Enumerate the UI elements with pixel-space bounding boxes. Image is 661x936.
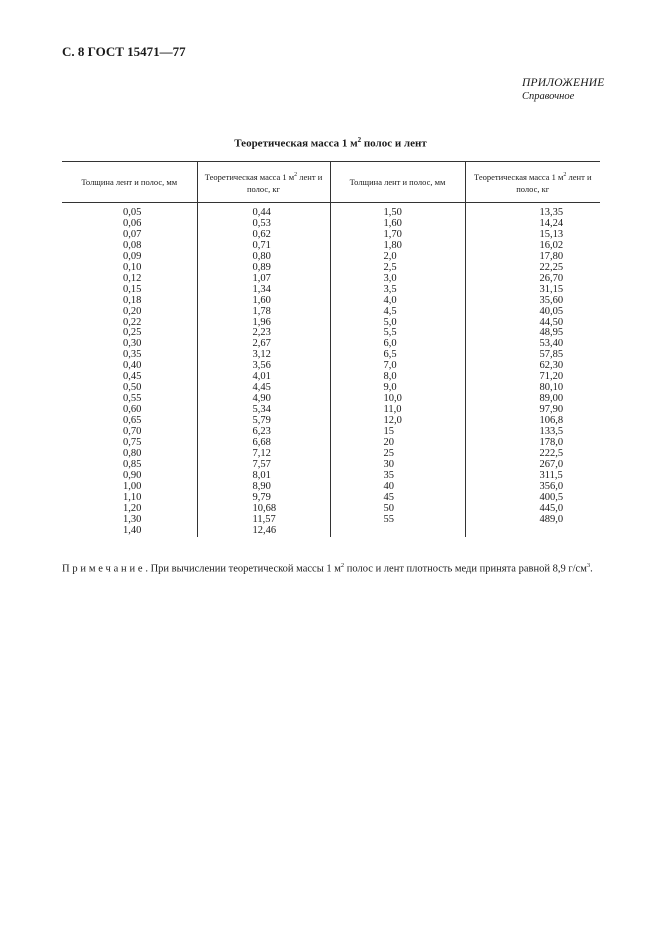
table-cell: 40,05	[539, 305, 564, 317]
table-cell: 6,23	[252, 426, 271, 438]
table-cell: 50	[383, 502, 394, 514]
table-cell: 178,0	[539, 437, 564, 449]
table-cell: 7,12	[252, 447, 271, 459]
table-title-sup: 2	[357, 136, 362, 144]
table-cell: 12,0	[383, 415, 402, 427]
col-right-mass	[465, 203, 600, 537]
table-cell: 1,96	[252, 316, 271, 328]
table-cell: 25	[383, 447, 394, 459]
table-cell: 89,00	[539, 393, 564, 405]
table-cell: 1,50	[383, 207, 402, 218]
note-sup-1: 2	[340, 562, 345, 569]
table-cell: 1,00	[123, 480, 142, 492]
table-cell: 44,50	[539, 316, 564, 328]
table-cell: 10,68	[252, 502, 277, 514]
table-cell: 45	[383, 491, 394, 503]
appendix-title: ПРИЛОЖЕНИЕ	[522, 77, 605, 89]
table-cell: 0,71	[252, 239, 271, 251]
table-cell: 4,90	[252, 393, 271, 405]
table-cell: 0,80	[123, 447, 142, 459]
header-mass-right	[465, 162, 600, 203]
table-cell: 489,0	[539, 513, 564, 525]
table-cell: 1,80	[383, 239, 402, 251]
table-cell: 1,60	[383, 217, 402, 229]
table-cell: 62,30	[539, 360, 564, 372]
table-cell: 0,08	[123, 239, 142, 251]
header-mass-right-text: Теоретическая масса 1 м	[474, 171, 564, 182]
table-cell: 0,60	[123, 404, 142, 416]
table-cell: 97,90	[539, 404, 564, 416]
table-cell: 7,0	[383, 360, 397, 372]
table-cell: 55	[383, 513, 394, 525]
table-cell: 6,0	[383, 338, 397, 350]
header-thickness-right: Толщина лент и полос, мм	[330, 162, 465, 203]
table-cell: 1,78	[252, 305, 271, 317]
table-cell: 445,0	[539, 502, 564, 514]
table-cell: 0,45	[123, 371, 142, 383]
table-cell: 0,65	[123, 415, 142, 427]
table-cell: 0,22	[123, 316, 142, 328]
table-cell: 30	[383, 458, 394, 470]
table-cell: 9,79	[252, 491, 271, 503]
table-cell: 6,5	[383, 349, 397, 361]
header-mass-left-text: Теоретическая масса 1 м	[204, 171, 295, 182]
table-cell: 0,10	[123, 261, 142, 273]
table-cell: 17,80	[539, 250, 564, 262]
table-cell: 267,0	[539, 458, 564, 470]
table-cell: 11,57	[252, 513, 276, 525]
header-mass-right-sup: 2	[563, 172, 567, 179]
table-cell: 0,40	[123, 360, 142, 372]
table-cell: 14,24	[539, 217, 564, 229]
table-cell: 0,53	[252, 217, 271, 229]
note-text-2: полос и лент плотность меди принята равной 8,9 г/см	[344, 563, 587, 575]
header-mass-left-tail: лент и полос, кг	[246, 171, 323, 194]
table-cell: 10,0	[383, 393, 402, 405]
table-cell: 12,46	[252, 524, 277, 536]
table-cell: 9,0	[383, 382, 397, 394]
appendix-subtitle: Справочное	[522, 91, 575, 102]
table-cell: 106,8	[539, 415, 564, 427]
table-cell: 0,80	[252, 250, 271, 262]
table-cell: 20	[383, 437, 394, 449]
table-title	[0, 136, 661, 150]
table-cell: 5,79	[252, 415, 271, 427]
table-cell: 8,90	[252, 480, 271, 492]
table-cell: 0,30	[123, 338, 142, 350]
table-cell: 0,05	[123, 207, 142, 218]
note-sup-2: 3	[586, 562, 591, 569]
table-cell: 1,20	[123, 502, 142, 514]
note-text-3: .	[590, 563, 593, 575]
table-cell: 48,95	[539, 327, 564, 339]
table-cell: 2,67	[252, 338, 271, 350]
table-cell: 0,35	[123, 349, 142, 361]
col-left-thickness	[62, 203, 197, 537]
table-cell: 0,07	[123, 228, 142, 240]
header-thickness-left: Толщина лент и полос, мм	[62, 162, 197, 203]
table-cell: 22,25	[539, 261, 564, 273]
table-cell: 7,57	[252, 458, 271, 470]
table-cell: 0,15	[123, 283, 142, 295]
table-title-tail: полос и лент	[361, 137, 427, 150]
table-cell: 15,13	[539, 228, 564, 240]
table-cell: 311,5	[539, 469, 563, 481]
table-cell: 5,5	[383, 327, 397, 339]
table-cell: 1,07	[252, 272, 271, 284]
table-cell: 3,12	[252, 349, 271, 361]
table-body-row	[62, 203, 600, 537]
appendix-label	[522, 77, 604, 103]
col-left-mass	[197, 203, 330, 537]
table-cell: 1,30	[123, 513, 142, 525]
note-text-1: . При вычислении теоретической массы 1 м	[145, 563, 341, 575]
table-header-row	[62, 162, 600, 203]
table-cell: 3,5	[383, 283, 397, 295]
table-cell: 5,34	[252, 404, 271, 416]
table-cell: 53,40	[539, 338, 564, 350]
table-cell: 0,62	[252, 228, 271, 240]
table-cell: 13,35	[539, 207, 564, 218]
table-cell: 0,18	[123, 294, 142, 306]
table-cell: 8,01	[252, 469, 271, 481]
table-cell: 2,5	[383, 261, 397, 273]
table-cell: 0,75	[123, 437, 142, 449]
table-cell: 1,10	[123, 491, 142, 503]
header-mass-right-tail: лент и полос, кг	[516, 171, 592, 194]
table-cell: 2,0	[383, 250, 397, 262]
table-cell: 3,56	[252, 360, 271, 372]
table-cell: 0,90	[123, 469, 142, 481]
table-cell: 0,12	[123, 272, 142, 284]
table-cell: 0,50	[123, 382, 142, 394]
table-cell: 31,15	[539, 283, 564, 295]
table-cell: 2,23	[252, 327, 271, 339]
table-cell: 5,0	[383, 316, 397, 328]
table-cell: 0,20	[123, 305, 142, 317]
table-cell: 0,09	[123, 250, 142, 262]
note-label: Примечание	[62, 563, 146, 575]
table-cell: 15	[383, 426, 394, 438]
table-cell: 0,25	[123, 327, 142, 339]
table-cell: 400,5	[539, 491, 564, 503]
table-cell: 0,70	[123, 426, 142, 438]
table-cell: 4,01	[252, 371, 271, 383]
table-cell: 71,20	[539, 371, 564, 383]
table-cell: 0,55	[123, 393, 142, 405]
page-header: С. 8 ГОСТ 15471—77	[62, 44, 186, 59]
note-paragraph	[62, 559, 600, 576]
table-cell: 8,0	[383, 371, 397, 383]
table-cell: 35	[383, 469, 394, 481]
table-title-text: Теоретическая масса 1 м	[234, 137, 358, 150]
table-cell: 0,44	[252, 207, 271, 218]
table-cell: 26,70	[539, 272, 564, 284]
header-mass-left-sup: 2	[294, 172, 298, 179]
table-cell: 356,0	[539, 480, 564, 492]
table-cell: 133,5	[539, 426, 564, 438]
table-cell: 6,68	[252, 437, 271, 449]
header-mass-left	[197, 162, 330, 203]
table-cell: 1,34	[252, 283, 271, 295]
table-cell: 1,70	[383, 228, 402, 240]
table-cell: 40	[383, 480, 394, 492]
table-cell: 0,06	[123, 217, 142, 229]
table-cell: 1,60	[252, 294, 271, 306]
col-right-thickness	[330, 203, 465, 537]
table-cell: 3,0	[383, 272, 397, 284]
mass-table	[62, 161, 600, 537]
table-cell: 4,45	[252, 382, 271, 394]
table-cell: 35,60	[539, 294, 564, 306]
table-cell: 4,0	[383, 294, 397, 306]
table-cell: 16,02	[539, 239, 564, 251]
table-cell: 0,89	[252, 261, 271, 273]
table-cell: 4,5	[383, 305, 397, 317]
table-cell: 57,85	[539, 349, 564, 361]
table-cell: 0,85	[123, 458, 142, 470]
table-cell: 80,10	[539, 382, 564, 394]
table-cell: 222,5	[539, 447, 564, 459]
table-cell: 11,0	[383, 404, 402, 416]
table-cell: 1,40	[123, 524, 142, 536]
